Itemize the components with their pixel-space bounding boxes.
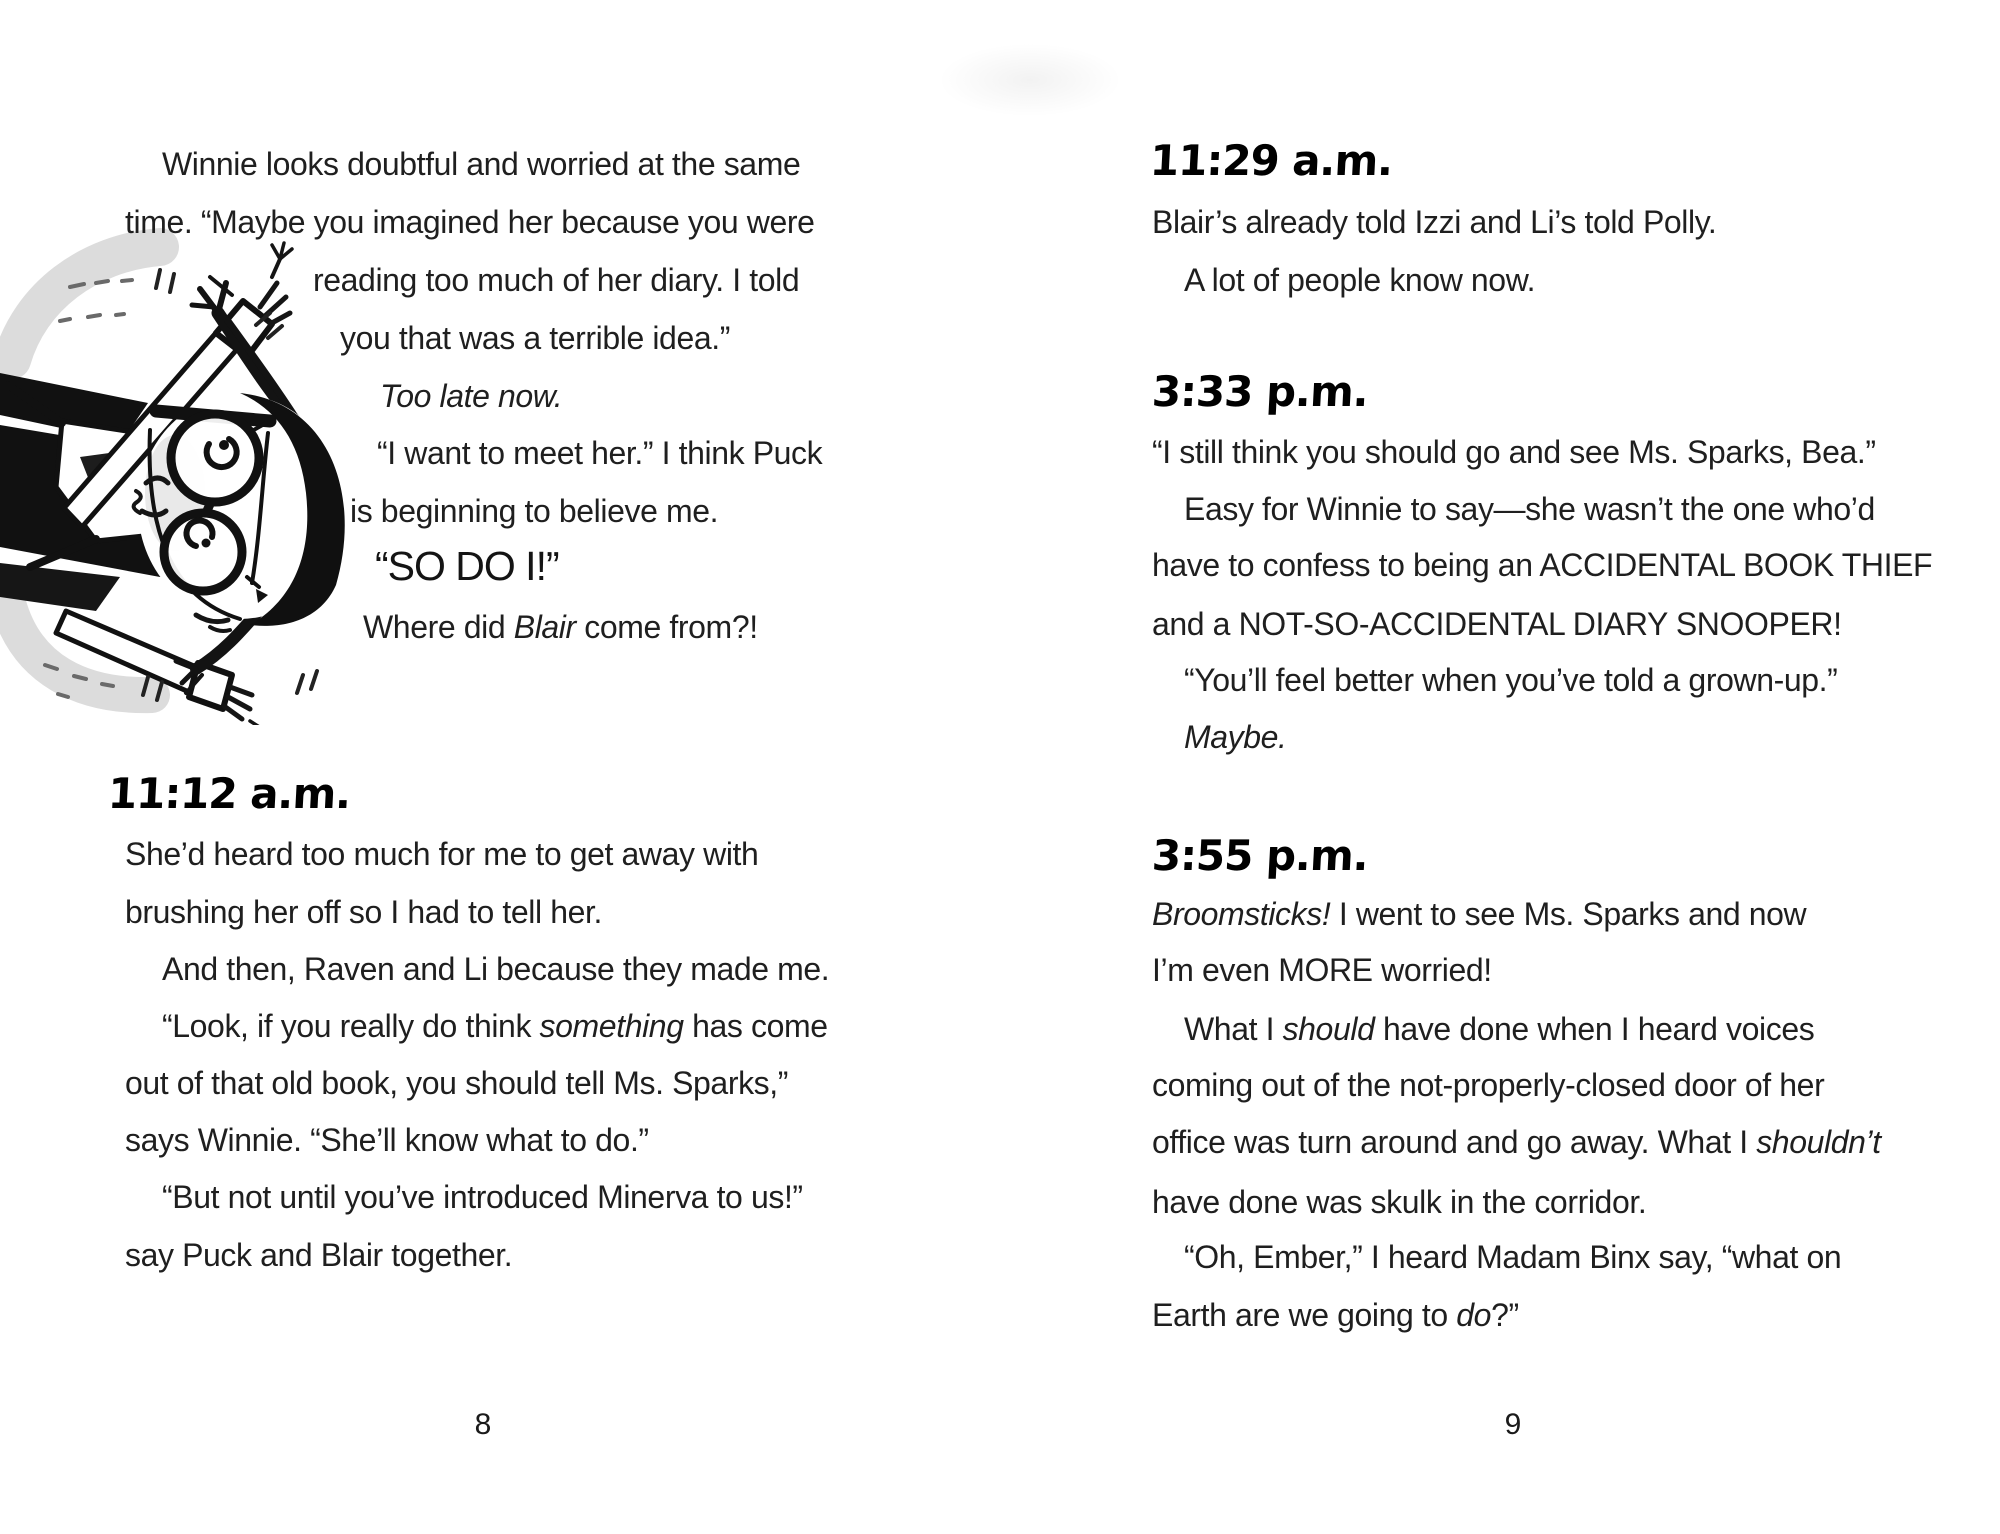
- text-line: have done was skulk in the corridor.: [1152, 1184, 1647, 1220]
- text-line: “I still think you should go and see Ms. Sparks, Bea.”: [1152, 434, 1876, 470]
- text-line: Winnie looks doubtful and worried at the same: [162, 146, 801, 182]
- page-number-right: 9: [1504, 1408, 1522, 1441]
- text-line: “Look, if you really do think something has come: [162, 1008, 828, 1044]
- text-line: have to confess to being an ACCIDENTAL BOOK THIEF: [1152, 547, 1933, 583]
- text-line: brushing her off so I had to tell her.: [125, 894, 602, 930]
- text-line: She’d heard too much for me to get away with: [125, 836, 759, 872]
- text-line: Earth are we going to do?”: [1152, 1297, 1519, 1333]
- text-line: Blair’s already told Izzi and Li’s told Polly.: [1152, 204, 1717, 240]
- text-line: Broomsticks! I went to see Ms. Sparks and now: [1152, 896, 1807, 932]
- text-line: “You’ll feel better when you’ve told a grown-up.”: [1184, 662, 1838, 698]
- timestamp-heading: 3:55 p.m.: [1150, 831, 1370, 880]
- text-line: Too late now.: [380, 378, 563, 414]
- page-number-left: 8: [474, 1408, 492, 1441]
- text-line: Where did Blair come from?!: [363, 609, 758, 645]
- timestamp-heading: 11:29 a.m.: [1148, 136, 1394, 185]
- text-line: you that was a terrible idea.”: [340, 320, 730, 356]
- timestamp-heading: 3:33 p.m.: [1150, 367, 1370, 416]
- text-line: “But not until you’ve introduced Minerva to us!”: [162, 1179, 803, 1215]
- text-line: out of that old book, you should tell Ms. Sparks,”: [125, 1065, 789, 1101]
- text-line: is beginning to believe me.: [350, 493, 719, 529]
- text-line: And then, Raven and Li because they made me.: [162, 951, 830, 987]
- text-line: Easy for Winnie to say—she wasn’t the one who’d: [1184, 491, 1875, 527]
- text-line: time. “Maybe you imagined her because you were: [125, 204, 815, 240]
- text-line: What I should have done when I heard voices: [1184, 1011, 1815, 1047]
- timestamp-heading: 11:12 a.m.: [106, 769, 352, 818]
- text-line: “Oh, Ember,” I heard Madam Binx say, “what on: [1184, 1239, 1842, 1275]
- text-line: says Winnie. “She’ll know what to do.”: [125, 1122, 649, 1158]
- text-line: I’m even MORE worried!: [1152, 952, 1492, 988]
- text-line: Maybe.: [1184, 719, 1287, 755]
- text-line: coming out of the not-properly-closed door of her: [1152, 1067, 1825, 1103]
- text-line: and a NOT-SO-ACCIDENTAL DIARY SNOOPER!: [1152, 606, 1842, 642]
- text-line: office was turn around and go away. What I shouldn’t: [1152, 1124, 1881, 1160]
- text-line: “I want to meet her.” I think Puck: [377, 435, 823, 471]
- emphasis-line: “SO DO I!”: [375, 543, 559, 589]
- text-line: say Puck and Blair together.: [125, 1237, 513, 1273]
- right-page: [1000, 0, 2000, 1534]
- text-line: reading too much of her diary. I told: [313, 262, 800, 298]
- text-line: A lot of people know now.: [1184, 262, 1536, 298]
